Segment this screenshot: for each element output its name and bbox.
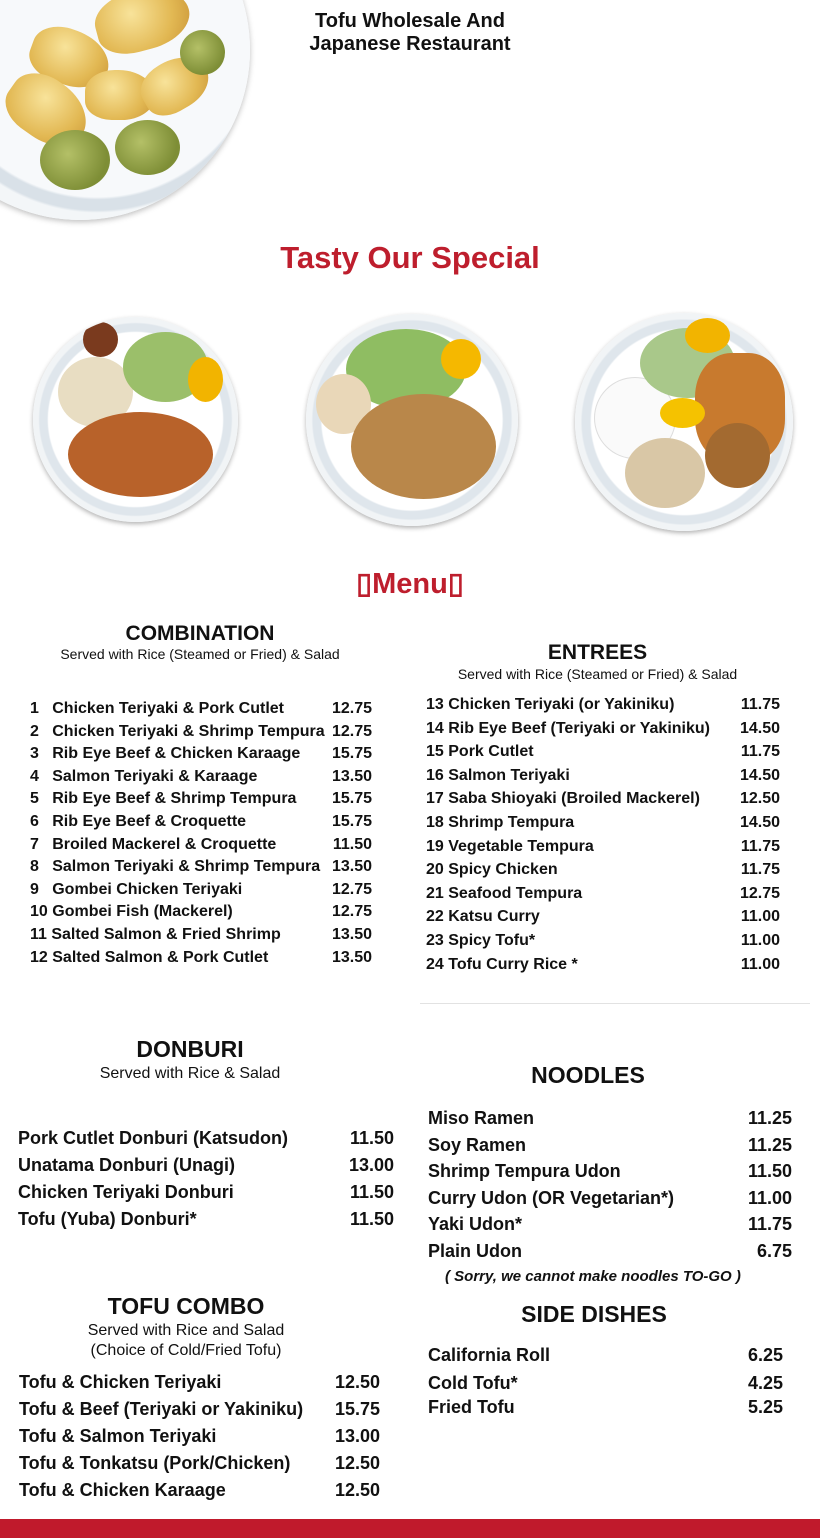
menu-item — [19, 1480, 380, 1501]
menu-item-name: 21 Seafood Tempura — [426, 884, 583, 902]
menu-item-price: 13.50 — [331, 858, 372, 876]
menu-item-price: 11.00 — [740, 908, 780, 926]
menu-item-price: 11.50 — [747, 1161, 792, 1181]
menu-item — [18, 1209, 394, 1230]
menu-item-name: Tofu & Salmon Teriyaki — [19, 1426, 217, 1446]
menu-item-name: Pork Cutlet Donburi (Katsudon) — [18, 1128, 288, 1148]
menu-item-name: Tofu & Chicken Teriyaki — [19, 1372, 222, 1392]
menu-item-price: 13.50 — [331, 926, 372, 943]
menu-item-name: Tofu & Chicken Karaage — [19, 1480, 226, 1500]
menu-item-name: Fried Tofu — [428, 1397, 515, 1417]
menu-item-name: 24 Tofu Curry Rice * — [426, 955, 578, 973]
menu-item-name: Curry Udon (OR Vegetarian*) — [428, 1187, 675, 1208]
donburi-title: DONBURI — [136, 1036, 244, 1062]
menu-item-price: 6.25 — [747, 1345, 783, 1365]
menu-item-price: 11.50 — [349, 1209, 394, 1229]
menu-item-name: 5 Rib Eye Beef & Shrimp Tempura — [30, 790, 297, 808]
menu-item — [428, 1373, 783, 1394]
menu-item — [426, 908, 780, 926]
side-dishes-title: SIDE DISHES — [521, 1301, 667, 1327]
menu-item — [426, 932, 780, 950]
menu-item-price: 14.50 — [739, 766, 780, 784]
noodles-note: ( Sorry, we cannot make noodles TO-GO ) — [445, 1268, 741, 1285]
menu-item-price: 11.75 — [740, 861, 780, 879]
menu-item-name: 4 Salmon Teriyaki & Karaage — [30, 767, 258, 785]
special-dish-1-image — [33, 317, 238, 522]
tofu-combo-title: TOFU COMBO — [107, 1293, 265, 1319]
menu-item — [426, 956, 780, 974]
menu-item — [30, 926, 372, 944]
menu-item-price: 15.75 — [331, 745, 372, 763]
menu-item — [426, 790, 780, 808]
special-dish-3-image — [575, 313, 793, 531]
menu-heading — [0, 566, 820, 601]
menu-item-name: 16 Salmon Teriyaki — [426, 766, 570, 784]
menu-item-price: 12.75 — [331, 903, 372, 921]
menu-item-price: 12.75 — [331, 722, 372, 740]
menu-item-price: 12.50 — [739, 790, 780, 808]
menu-item-name: 14 Rib Eye Beef (Teriyaki or Yakiniku) — [426, 719, 710, 737]
menu-item-price: 6.75 — [756, 1240, 792, 1261]
menu-item-name: 10 Gombei Fish (Mackerel) — [30, 903, 233, 921]
menu-item — [30, 723, 372, 741]
title-line-1: Tofu Wholesale And — [315, 10, 505, 32]
menu-item — [428, 1135, 792, 1156]
menu-item — [428, 1214, 792, 1235]
menu-item — [18, 1128, 394, 1149]
menu-item-price: 11.25 — [747, 1108, 792, 1128]
entrees-title: ENTREES — [547, 641, 648, 664]
decor-right-icon: ▯ — [447, 568, 464, 600]
menu-item-price: 11.75 — [740, 743, 780, 761]
menu-item-name: 7 Broiled Mackerel & Croquette — [30, 835, 277, 853]
menu-item-price: 15.75 — [334, 1399, 380, 1419]
menu-item-name: 13 Chicken Teriyaki (or Yakiniku) — [426, 696, 675, 713]
menu-item-price: 4.25 — [747, 1373, 783, 1393]
menu-item — [30, 700, 372, 718]
menu-item-name: Tofu (Yuba) Donburi* — [18, 1209, 197, 1229]
menu-item — [428, 1108, 792, 1129]
menu-item — [30, 745, 372, 763]
menu-item — [18, 1155, 394, 1176]
menu-item — [426, 861, 780, 879]
tofu-combo-subtitle-2: (Choice of Cold/Fried Tofu) — [90, 1342, 282, 1359]
menu-item-name: 2 Chicken Teriyaki & Shrimp Tempura — [30, 722, 325, 740]
menu-item — [428, 1345, 783, 1366]
menu-item-name: Tofu & Beef (Teriyaki or Yakiniku) — [19, 1399, 304, 1419]
menu-item-price: 14.50 — [739, 719, 780, 737]
menu-item-name: 8 Salmon Teriyaki & Shrimp Tempura — [30, 858, 321, 876]
menu-item-price: 11.25 — [747, 1134, 792, 1155]
menu-item-price: 12.50 — [334, 1453, 380, 1473]
menu-item-price: 11.75 — [747, 1214, 792, 1234]
menu-item — [30, 903, 372, 921]
divider — [420, 1003, 810, 1004]
menu-item-price: 13.50 — [331, 948, 372, 966]
menu-item — [18, 1182, 394, 1203]
menu-item-name: 9 Gombei Chicken Teriyaki — [30, 880, 243, 898]
menu-item-price: 12.75 — [331, 700, 372, 717]
menu-item — [428, 1241, 792, 1262]
menu-item-price: 12.50 — [334, 1480, 380, 1500]
menu-item — [30, 768, 372, 786]
menu-heading-text: Menu — [372, 568, 448, 600]
menu-item — [426, 743, 780, 761]
menu-item-price: 11.50 — [332, 835, 372, 853]
menu-item-price: 11.00 — [747, 1187, 792, 1208]
menu-item-price: 11.50 — [349, 1128, 394, 1148]
menu-item-name: Tofu & Tonkatsu (Pork/Chicken) — [19, 1453, 291, 1473]
menu-item — [426, 814, 780, 832]
menu-item — [426, 720, 780, 738]
menu-item-price: 15.75 — [331, 790, 372, 808]
menu-item — [428, 1188, 792, 1209]
menu-item-price: 14.50 — [739, 814, 780, 831]
menu-item-name: 23 Spicy Tofu* — [426, 932, 536, 949]
menu-item — [30, 813, 372, 831]
menu-item — [426, 838, 780, 856]
menu-item — [19, 1399, 380, 1420]
combination-title: COMBINATION — [125, 622, 275, 645]
menu-item-name: 11 Salted Salmon & Fried Shrimp — [30, 926, 281, 943]
menu-item-price: 13.00 — [334, 1426, 380, 1446]
menu-item — [30, 790, 372, 808]
menu-item-name: Unatama Donburi (Unagi) — [18, 1155, 236, 1175]
menu-item — [30, 881, 372, 899]
menu-item — [30, 836, 372, 854]
menu-item — [428, 1161, 792, 1182]
menu-item-name: 1 Chicken Teriyaki & Pork Cutlet — [30, 700, 285, 717]
menu-item-name: California Roll — [428, 1345, 551, 1365]
menu-item — [30, 858, 372, 876]
menu-item-price: 5.25 — [747, 1397, 783, 1417]
tofu-combo-subtitle-1: Served with Rice and Salad — [87, 1322, 285, 1339]
special-heading: Tasty Our Special — [280, 240, 540, 275]
menu-item-name: Plain Udon — [428, 1240, 522, 1261]
donburi-subtitle: Served with Rice & Salad — [99, 1065, 281, 1082]
menu-item-name: 19 Vegetable Tempura — [426, 837, 594, 855]
menu-item — [19, 1453, 380, 1474]
menu-item-name: Shrimp Tempura Udon — [428, 1161, 621, 1181]
menu-item — [426, 696, 780, 714]
menu-item-price: 11.50 — [349, 1182, 394, 1202]
menu-item — [19, 1372, 380, 1393]
footer-bar — [0, 1519, 820, 1538]
special-dish-2-image — [306, 314, 518, 526]
menu-item-price: 13.00 — [348, 1155, 394, 1175]
menu-item-name: 12 Salted Salmon & Pork Cutlet — [30, 948, 269, 966]
menu-item-price: 11.00 — [740, 955, 780, 973]
menu-item-name: Chicken Teriyaki Donburi — [18, 1182, 234, 1202]
menu-item-price: 11.00 — [740, 932, 780, 949]
entrees-subtitle: Served with Rice (Steamed or Fried) & Salad — [457, 666, 738, 682]
title-line-2: Japanese Restaurant — [309, 33, 511, 55]
menu-item-price: 12.75 — [739, 884, 780, 902]
combination-subtitle: Served with Rice (Steamed or Fried) & Salad — [60, 646, 340, 662]
menu-item-price: 11.75 — [740, 837, 780, 855]
menu-item-name: 18 Shrimp Tempura — [426, 814, 575, 831]
menu-item — [428, 1397, 783, 1418]
menu-item-name: Soy Ramen — [428, 1134, 527, 1155]
menu-item-name: 6 Rib Eye Beef & Croquette — [30, 813, 247, 830]
decor-left-icon: ▯ — [356, 568, 373, 600]
menu-item-name: 20 Spicy Chicken — [426, 861, 558, 879]
menu-item — [426, 885, 780, 903]
noodles-title: NOODLES — [531, 1062, 645, 1088]
menu-item-name: 17 Saba Shioyaki (Broiled Mackerel) — [426, 790, 700, 808]
menu-item-price: 12.50 — [334, 1372, 380, 1392]
menu-item-name: 15 Pork Cutlet — [426, 743, 534, 761]
menu-item — [30, 949, 372, 967]
menu-item-name: 22 Katsu Curry — [426, 908, 540, 926]
menu-item — [19, 1426, 380, 1447]
hero-tempura-image — [0, 0, 250, 220]
menu-item — [426, 767, 780, 785]
menu-item-price: 15.75 — [331, 813, 372, 830]
menu-item-name: 3 Rib Eye Beef & Chicken Karaage — [30, 745, 301, 763]
restaurant-title — [270, 10, 550, 56]
menu-item-price: 11.75 — [740, 696, 780, 713]
menu-item-price: 13.50 — [331, 767, 372, 785]
menu-item-name: Yaki Udon* — [428, 1214, 523, 1234]
menu-item-price: 12.75 — [331, 880, 372, 898]
menu-item-name: Cold Tofu* — [428, 1373, 518, 1393]
menu-item-name: Miso Ramen — [428, 1108, 535, 1128]
